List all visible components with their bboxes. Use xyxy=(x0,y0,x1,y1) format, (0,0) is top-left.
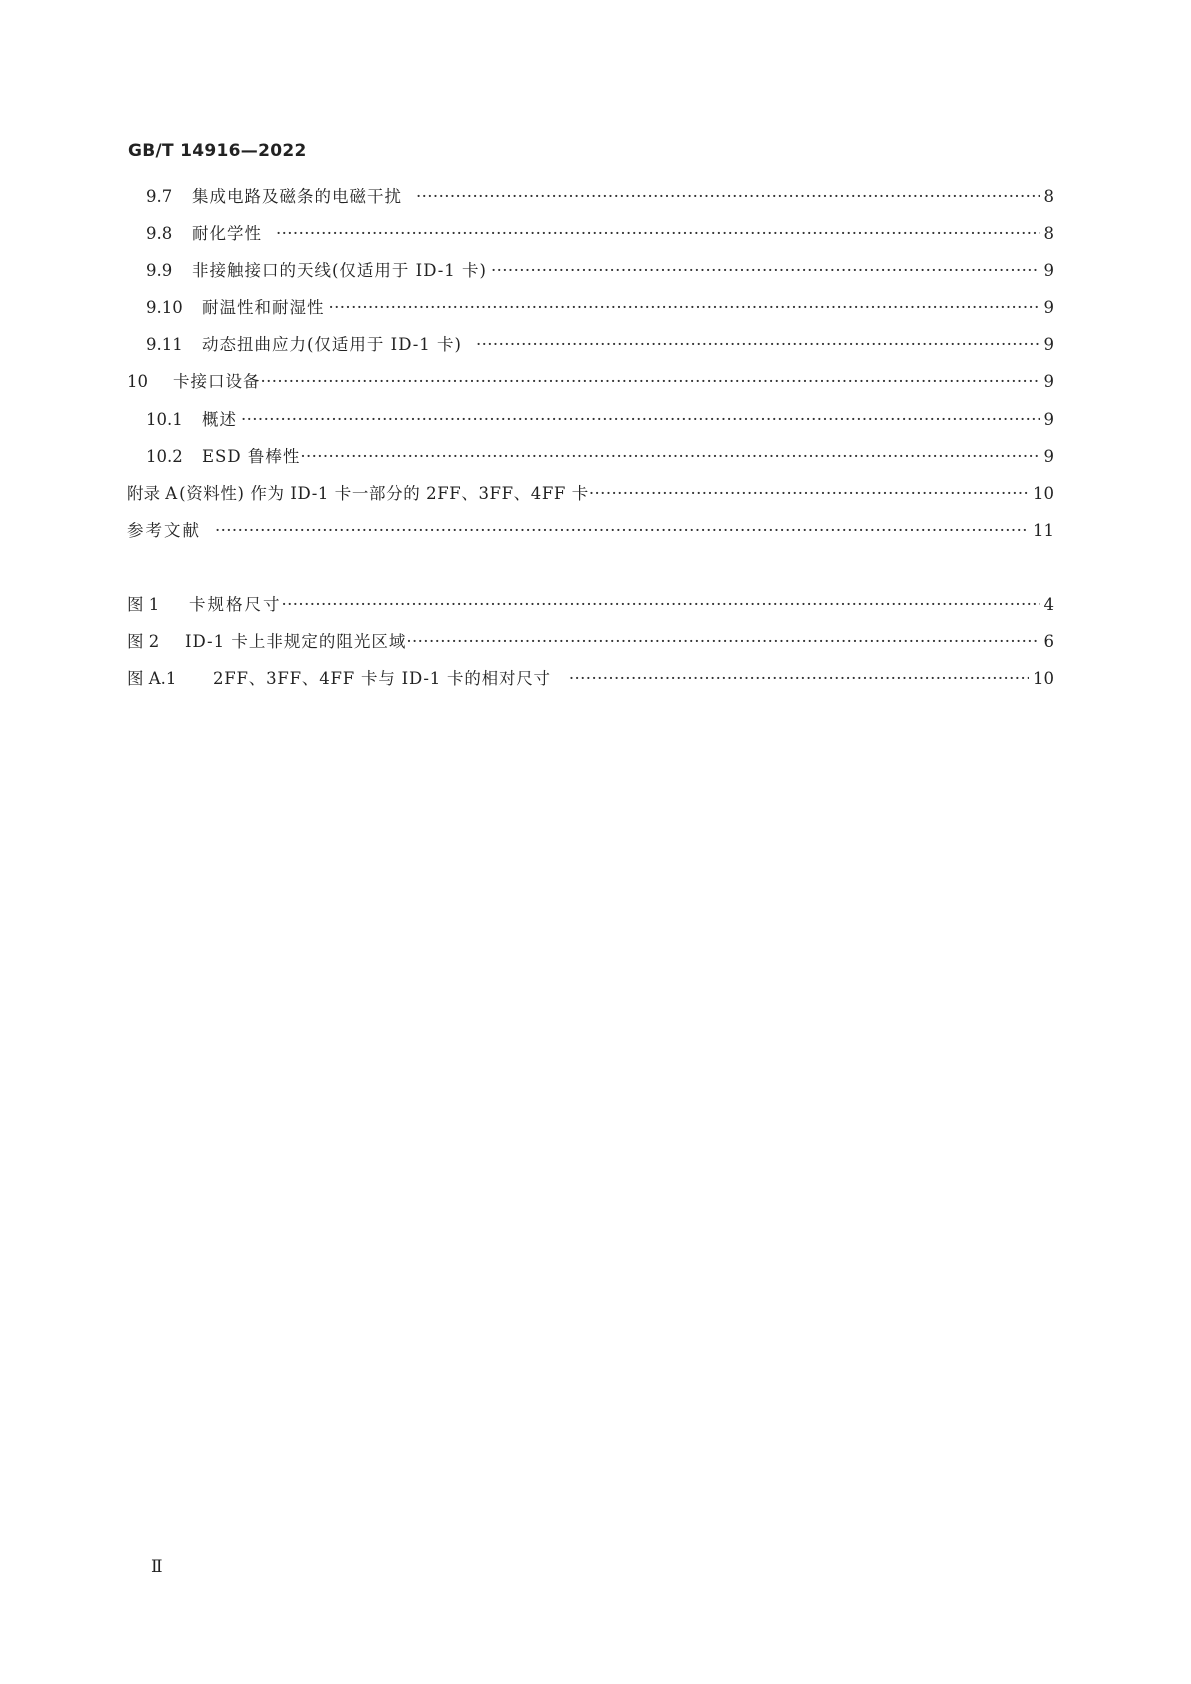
toc-entry-number: 10 xyxy=(127,372,148,391)
toc-entry-page: 9 xyxy=(1043,335,1054,354)
toc-leader-dots xyxy=(589,483,1029,505)
figure-entry-title: 卡规格尺寸 xyxy=(189,595,282,614)
figure-entry-title: 2FF、3FF、4FF 卡与 ID-1 卡的相对尺寸 xyxy=(213,669,551,688)
toc-leader-dots xyxy=(329,297,1040,319)
figure-entry-number: 图 A.1 xyxy=(127,669,177,688)
toc-leader-dots xyxy=(300,446,1039,468)
toc-entry-title: 非接触接口的天线(仅适用于 ID-1 卡) xyxy=(192,261,487,280)
toc-entry-9-8[interactable] xyxy=(146,223,1054,245)
figure-entry-page: 10 xyxy=(1033,669,1054,688)
toc-entry-number: 9.9 xyxy=(146,261,173,280)
toc-entry-title: 概述 xyxy=(202,410,237,429)
toc-entry-number: 9.8 xyxy=(146,224,173,243)
toc-entry-9-7[interactable] xyxy=(146,186,1054,208)
toc-entry-page: 9 xyxy=(1043,372,1054,391)
figure-entry-number: 图 2 xyxy=(127,632,160,651)
toc-entry-10-1[interactable] xyxy=(146,409,1054,431)
toc-entry-number: 10.2 xyxy=(146,447,183,466)
toc-entry-title: 集成电路及磁条的电磁干扰 xyxy=(192,187,402,206)
toc-entry-9-10[interactable] xyxy=(146,297,1054,319)
toc-entry-9-9[interactable] xyxy=(146,260,1054,282)
toc-entry-9-11[interactable] xyxy=(146,334,1054,356)
page-number: Ⅱ xyxy=(151,1557,163,1577)
toc-leader-dots xyxy=(416,186,1040,208)
toc-entry-title: ESD 鲁棒性 xyxy=(202,447,301,466)
toc-leader-dots xyxy=(241,409,1040,431)
toc-entry-page: 8 xyxy=(1043,224,1054,243)
toc-entry-title: 动态扭曲应力(仅适用于 ID-1 卡) xyxy=(202,335,462,354)
figure-entry-title: ID-1 卡上非规定的阻光区域 xyxy=(185,632,407,651)
toc-entry-page: 9 xyxy=(1043,261,1054,280)
toc-entry-page: 9 xyxy=(1043,447,1054,466)
toc-leader-dots xyxy=(276,223,1040,245)
figure-entry-a-1[interactable] xyxy=(127,668,1054,690)
toc-entry-title: 参考文献 xyxy=(127,521,201,540)
toc-entry-page: 11 xyxy=(1033,521,1054,540)
toc-entry-number: 附录 A xyxy=(127,484,178,503)
toc-leader-dots xyxy=(215,520,1029,542)
toc-entry-number: 10.1 xyxy=(146,410,183,429)
toc-entry-10[interactable] xyxy=(127,371,1054,393)
toc-entry-title: 耐温性和耐湿性 xyxy=(202,298,325,317)
toc-entry-number: 9.10 xyxy=(146,298,183,317)
figure-entry-page: 4 xyxy=(1043,595,1054,614)
standard-code-header: GB/T 14916—2022 xyxy=(128,141,307,161)
toc-entry-page: 9 xyxy=(1043,410,1054,429)
toc-entry-page: 10 xyxy=(1033,484,1054,503)
toc-entry-title: 卡接口设备 xyxy=(173,372,261,391)
toc-entry-page: 9 xyxy=(1043,298,1054,317)
toc-entry-references[interactable] xyxy=(127,520,1054,542)
toc-entry-10-2[interactable] xyxy=(146,446,1054,468)
toc-leader-dots xyxy=(406,631,1039,653)
toc-leader-dots xyxy=(476,334,1040,356)
figure-entry-page: 6 xyxy=(1043,632,1054,651)
toc-leader-dots xyxy=(282,594,1040,616)
toc-entry-page: 8 xyxy=(1043,187,1054,206)
toc-leader-dots xyxy=(261,371,1040,393)
toc-leader-dots xyxy=(569,668,1029,690)
toc-entry-title: 耐化学性 xyxy=(192,224,262,243)
toc-entry-title: (资料性) 作为 ID-1 卡一部分的 2FF、3FF、4FF 卡 xyxy=(179,484,589,503)
toc-entry-number: 9.11 xyxy=(146,335,183,354)
figure-entry-number: 图 1 xyxy=(127,595,160,614)
figure-entry-2[interactable] xyxy=(127,631,1054,653)
toc-entry-appendix-a[interactable] xyxy=(127,483,1054,505)
toc-entry-number: 9.7 xyxy=(146,187,173,206)
figure-entry-1[interactable] xyxy=(127,594,1054,616)
toc-leader-dots xyxy=(491,260,1040,282)
